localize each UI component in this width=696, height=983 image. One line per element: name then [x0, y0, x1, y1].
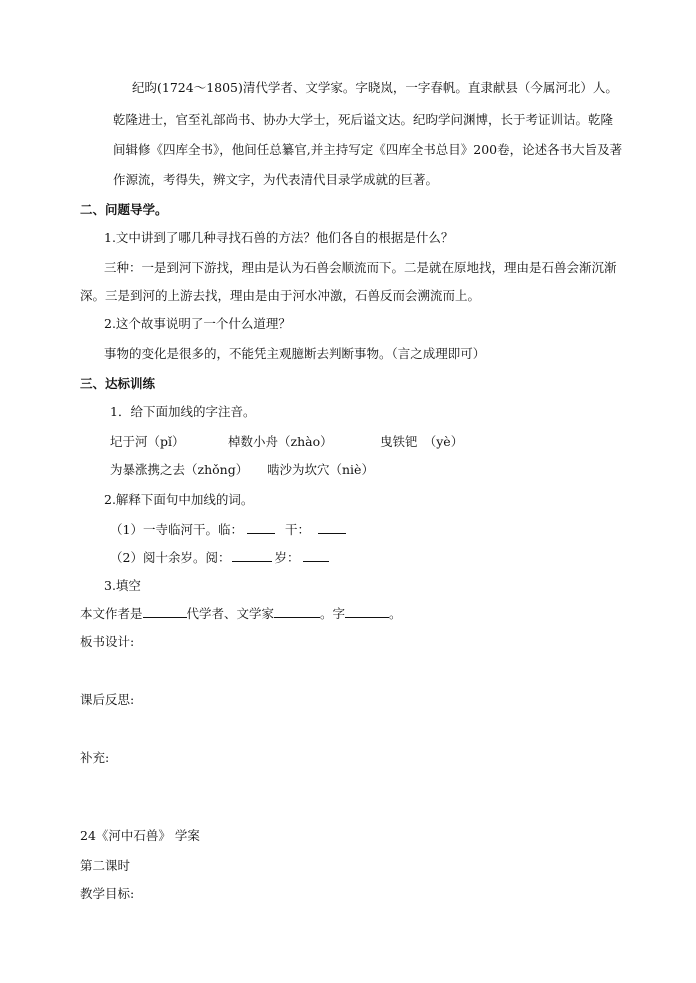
blank-courtesy-name[interactable]	[345, 605, 389, 618]
reflection-label: 课后反思:	[80, 692, 135, 707]
pinyin-item-5: 啮沙为坎穴（niè）	[267, 462, 374, 477]
teaching-goals-label: 教学目标:	[80, 886, 135, 901]
fill-middle-2: 。字	[320, 606, 346, 621]
section-3-question-3: 3.填空	[104, 578, 141, 593]
intro-line-3	[113, 140, 622, 160]
explain-row-1	[110, 520, 346, 540]
section-3-question-2: 2.解释下面句中加线的词。	[104, 492, 254, 507]
fill-in-row	[80, 604, 402, 624]
fill-middle-1: 代学者、文学家	[186, 606, 275, 621]
intro-line-1: 纪昀(1724～1805)清代学者、文学家。字晓岚，一字春帆。直隶献县（今属河北）人。	[132, 80, 618, 95]
section-2-answer-2: 事物的变化是很多的，不能凭主观臆断去判断事物。（言之成理即可）	[104, 346, 486, 361]
section-2-answer-1-line-1: 三种：一是到河下游找，理由是认为石兽会顺流而下。二是就在原地找，理由是石兽会渐沉渐	[104, 260, 617, 275]
intro-line-2: 乾隆进士，官至礼部尚书、协办大学士，死后谥文达。纪昀学问渊博，长于考证训诂。乾隆	[113, 112, 614, 127]
pinyin-item-4: 为暴涨携之去（zhǒng）	[110, 462, 249, 477]
section-2-question-1: 1.文中讲到了哪几种寻找石兽的方法？他们各自的根据是什么？	[104, 230, 454, 245]
intro-line-3-rest: 间任总纂官,并主持写定《四库全书总目》200卷，论述各书大旨及著	[244, 142, 623, 157]
lesson-period: 第二课时	[80, 858, 131, 873]
intro-line-4: 作源流，考得失，辨文字，为代表清代目录学成就的巨著。	[113, 172, 439, 187]
blank-gan[interactable]	[318, 521, 346, 534]
section-3-question-1: 1．给下面加线的字注音。	[110, 404, 256, 419]
section-2-heading: 二、问题导学。	[80, 202, 168, 217]
lesson-title: 24《河中石兽》 学案	[80, 828, 200, 843]
section-2-question-2: 2.这个故事说明了一个什么道理？	[104, 316, 291, 331]
explain-2-label: （2）阅十余岁。阅：	[110, 550, 231, 565]
explain-row-2	[110, 548, 329, 568]
section-2-answer-1-line-2: 深。三是到河的上游去找，理由是由于河水冲激，石兽反而会溯流而上。	[80, 288, 481, 303]
blank-dynasty[interactable]	[143, 605, 187, 618]
section-3-heading: 三、达标训练	[80, 376, 156, 391]
explain-2-mid: 岁：	[274, 550, 300, 565]
supplement-label: 补充:	[80, 750, 110, 765]
blank-lin[interactable]	[247, 521, 275, 534]
fill-end: 。	[389, 606, 402, 621]
blank-yue[interactable]	[232, 549, 272, 562]
pinyin-item-3: 曳铁钯 （yè）	[380, 434, 464, 449]
pinyin-item-1: 圮于河（pǐ）	[110, 434, 185, 449]
pinyin-item-2: 棹数小舟（zhào）	[228, 434, 333, 449]
explain-1-mid: 干：	[284, 522, 310, 537]
fill-prefix: 本文作者是	[80, 606, 143, 621]
board-design-label: 板书设计:	[80, 634, 135, 649]
blank-sui[interactable]	[303, 549, 329, 562]
intro-line-3-pre: 间辑修《四库全书》，他	[113, 142, 245, 157]
blank-author[interactable]	[274, 605, 320, 618]
explain-1-label: （1）一寺临河干。临：	[110, 522, 243, 537]
